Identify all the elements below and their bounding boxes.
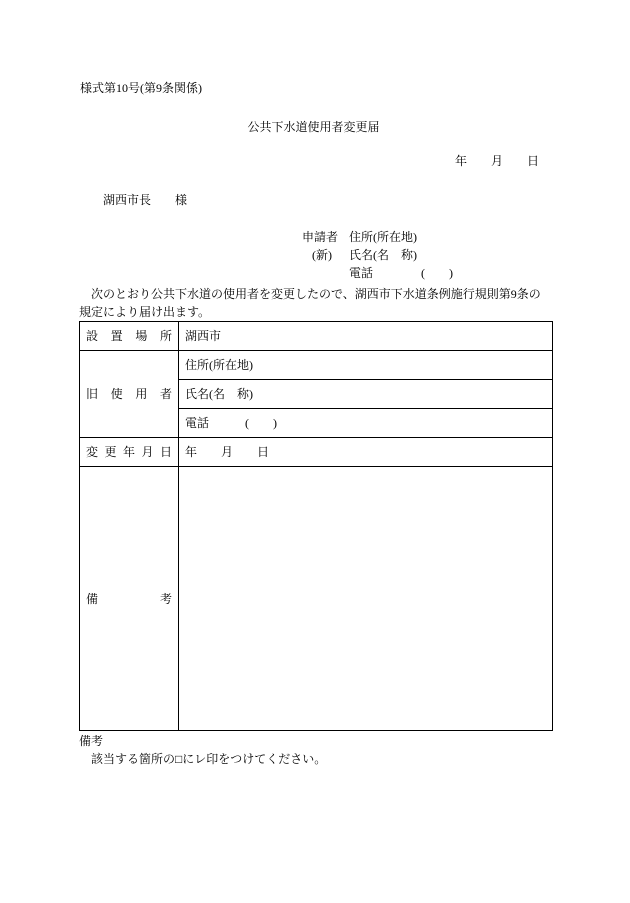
applicant-label: 申請者 [302, 230, 339, 244]
submission-date: 年 月 日 [455, 154, 540, 168]
applicant-phone-label: 電話 ( ) [349, 266, 453, 280]
table-row [80, 467, 553, 731]
table-row [80, 351, 553, 380]
former-address-label: 住所(所在地) [179, 351, 553, 380]
notes-heading: 備考 [79, 734, 104, 748]
notes-text: 該当する箇所の□にレ印をつけてください。 [91, 752, 327, 766]
change-date-value: 年 月 日 [179, 438, 553, 467]
addressee: 湖西市長 様 [103, 193, 188, 207]
form-title: 公共下水道使用者変更届 [247, 120, 380, 134]
statement-text: 次のとおり公共下水道の使用者を変更したので、湖西市下水道条例施行規則第9条の規定により届け出ます。 [79, 287, 541, 319]
remarks-field [179, 467, 553, 731]
table-row [80, 438, 553, 467]
table-row [80, 322, 553, 351]
location-value: 湖西市 [179, 322, 553, 351]
applicant-address-label: 住所(所在地) [349, 230, 417, 244]
form-table [79, 321, 553, 731]
location-label: 設 置 場 所 [80, 322, 179, 351]
remarks-label: 備 考 [80, 467, 179, 731]
applicant-new-label: (新) [312, 248, 332, 262]
change-date-label: 変 更 年 月 日 [80, 438, 179, 467]
form-number: 様式第10号(第9条関係) [80, 81, 202, 95]
former-user-label: 旧 使 用 者 [80, 351, 179, 438]
former-name-label: 氏名(名 称) [179, 380, 553, 409]
former-phone-label: 電話 ( ) [179, 409, 553, 438]
applicant-name-label: 氏名(名 称) [349, 248, 417, 262]
